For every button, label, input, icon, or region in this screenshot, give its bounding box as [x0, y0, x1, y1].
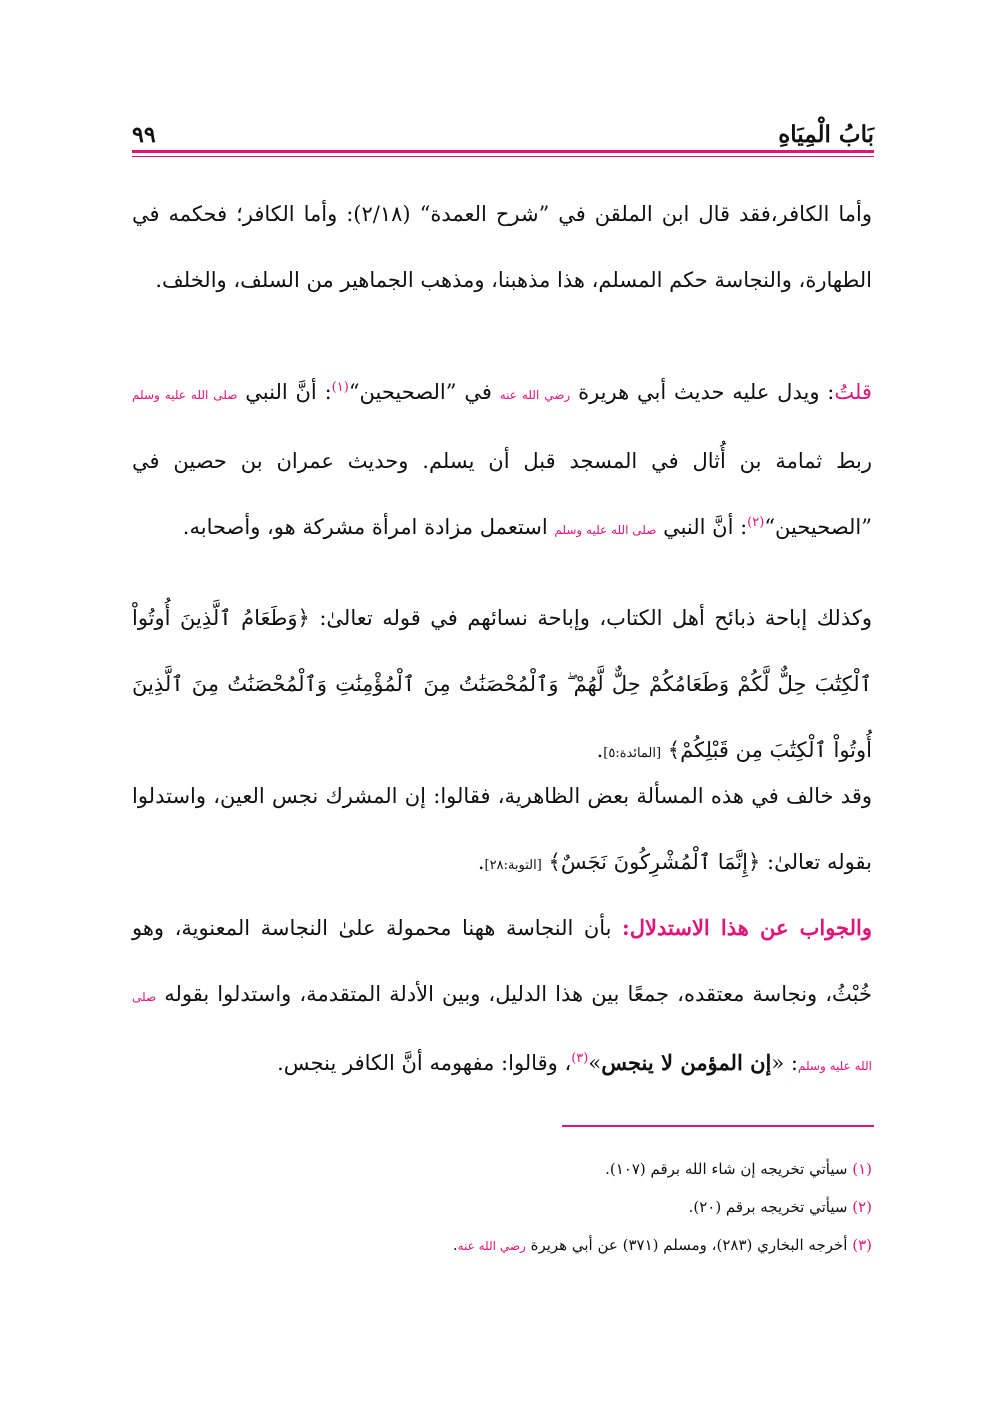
p2-text-1: : ويدل عليه حديث أبي هريرة: [578, 380, 835, 404]
footnote-ref-3[interactable]: (٣): [571, 1051, 589, 1066]
paragraph-4: [132, 763, 872, 899]
p5-text-4: ، وقالوا: مفهومه أنَّ الكافر ينجس.: [277, 1051, 572, 1075]
paragraph-5: [132, 895, 872, 1099]
p2-text-6: استعمل مزادة امرأة مشركة هو، وأصحابه.: [182, 515, 555, 539]
p3-text-2: .: [596, 738, 604, 762]
salla-honorific-2: صلى الله عليه وسلم: [554, 523, 657, 537]
qultu-lead: قلتُ: [834, 380, 872, 404]
p5-text-2: : «: [771, 1051, 798, 1075]
footnote-number: (١): [852, 1160, 872, 1178]
footnote-2: [300, 1188, 872, 1226]
footnote-text: سيأتي تخريجه إن شاء الله برقم (١٠٧).: [605, 1160, 853, 1178]
running-header: [132, 108, 874, 148]
p2-text-2: في ”الصحيحين“: [348, 380, 500, 404]
paragraph-2: [132, 359, 872, 563]
verse-ref-maidah: [المائدة:٥]: [603, 746, 662, 761]
footnote-3: [300, 1226, 872, 1265]
salla-honorific-3: صلى الله عليه وسلم: [132, 990, 872, 1073]
page-number: ٩٩: [132, 122, 156, 148]
hadith-text: إن المؤمن لا ينجس: [601, 1050, 772, 1075]
chapter-title: بَابُ الْمِيَاهِ: [778, 121, 874, 148]
p5-text-3: »: [588, 1051, 602, 1075]
quran-verse-tawbah: ﴿إِنَّمَا ٱلْمُشْرِكُونَ نَجَسٌ﴾: [548, 850, 761, 874]
p2-text-3: : أنَّ النبي: [237, 380, 332, 404]
footnote-end: .: [452, 1236, 458, 1254]
paragraph-3: [132, 585, 872, 787]
header-rule-thick: [132, 150, 874, 153]
p5-text-1: بأن النجاسة ههنا محمولة علىٰ النجاسة المعنوية، وهو خُبْثُ، ونجاسة معتقده، جمعًا بين هذا الدليل، وبين الأدلة المتقدمة، واستدلوا بقوله: [132, 916, 872, 1006]
footnote-text: سيأتي تخريجه برقم (٢٠).: [688, 1198, 853, 1216]
footnote-text: أخرجه البخاري (٢٨٣)، ومسلم (٣٧١) عن أبي هريرة: [525, 1236, 853, 1254]
paragraph-1-text: وأما الكافر،فقد قال ابن الملقن في ”شرح العمدة“ (٢/١٨): وأما الكافر؛ فحكمه في الطهارة، والنجاسة حكم المسلم، هذا مذهبنا، ومذهب الجماهير من السلف، والخلف.: [132, 202, 872, 292]
footnotes: [300, 1150, 872, 1265]
footnote-ref-1[interactable]: (١): [331, 380, 349, 395]
verse-ref-tawbah: [التوبة:٢٨]: [484, 858, 542, 873]
answer-lead: والجواب عن هذا الاستدلال:: [622, 915, 872, 940]
footnote-separator: [562, 1125, 874, 1127]
p3-text-1: وكذلك إباحة ذبائح أهل الكتاب، وإباحة نسائهم في قوله تعالىٰ:: [309, 606, 872, 630]
paragraph-1: [132, 181, 872, 313]
p4-text-1: وقد خالف في هذه المسألة بعض الظاهرية، فقالوا: إن المشرك نجس العين، واستدلوا بقوله تعالىٰ:: [132, 784, 872, 874]
p2-text-5: : أنَّ النبي: [656, 515, 748, 539]
header-rule-thin: [132, 156, 874, 157]
quran-verse-maidah: ﴿وَطَعَامُ ٱلَّذِينَ أُوتُواْ ٱلْكِتَٰبَ حِلٌّ لَّكُمْ وَطَعَامُكُمْ حِلٌّ لَّهُمْ ۖ وَٱلْمُحْصَنَٰتُ مِنَ ٱلْمُؤْمِنَٰتِ وَٱلْمُحْصَنَٰتُ مِنَ ٱلَّذِينَ أُوتُواْ ٱلْكِتَٰبَ مِن قَبْلِكُمْ﴾: [132, 606, 872, 762]
radi-honorific-1: رضي الله عنه: [499, 388, 571, 402]
p4-text-2: .: [477, 850, 485, 874]
p2-text-4: ربط ثمامة بن أُثال في المسجد قبل أن يسلم. وحديث عمران بن حصين في ”الصحيحين“: [132, 449, 872, 539]
radi-honorific-2: رضي الله عنه: [457, 1239, 526, 1253]
footnote-1: [300, 1150, 872, 1188]
footnote-number: (٣): [852, 1236, 872, 1254]
footnote-ref-2[interactable]: (٢): [747, 515, 765, 530]
salla-honorific-1: صلى الله عليه وسلم: [132, 388, 238, 402]
footnote-number: (٢): [852, 1198, 872, 1216]
